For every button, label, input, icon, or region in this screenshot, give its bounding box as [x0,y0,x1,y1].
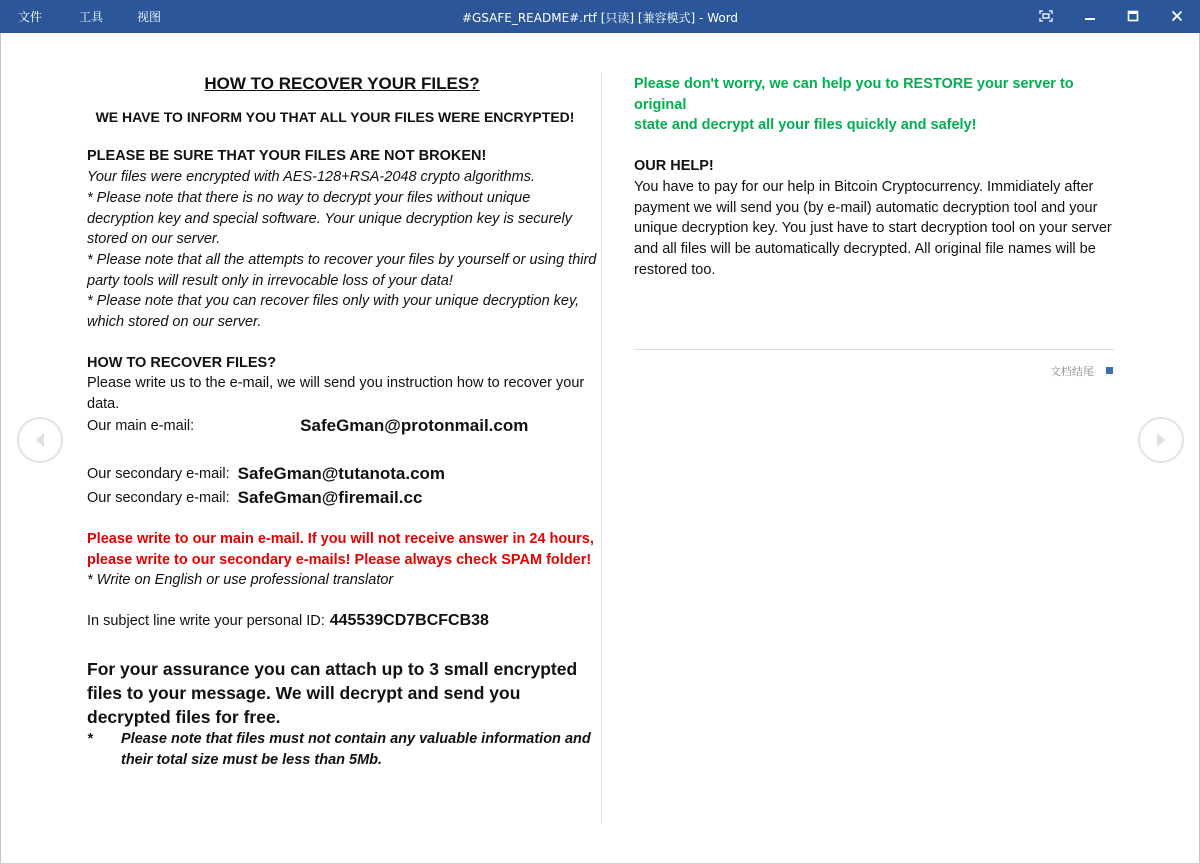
personal-id-label: In subject line write your personal ID: [87,612,325,629]
personal-id-line [87,611,597,635]
secondary-email-line-2 [87,487,597,511]
minimize-icon [1084,10,1096,22]
section-title-recover: HOW TO RECOVER FILES? [87,354,277,371]
end-separator [634,349,1114,350]
chevron-left-icon [33,432,47,448]
page-right-column [634,74,1124,280]
secondary-email-value-2: SafeGman@firemail.cc [237,488,423,508]
reassurance-line-2: state and decrypt all your files quickly and safely! [634,117,977,134]
personal-id-value: 445539CD7BCFCB38 [329,611,489,629]
maximize-button[interactable] [1121,5,1145,27]
reassurance-line-1: Please don't worry, we can help you to RESTORE your server to original [634,76,1074,113]
warning-text: Please write to our main e-mail. If you will not receive answer in 24 hours, please write to our secondary e-mails! Please always check SPAM folder! [87,530,594,568]
menu-tools[interactable]: 工具 [79,10,104,24]
assurance-text: For your assurance you can attach up to 3 small encrypted files to your message. We will decrypt and send you decrypted files for free. [87,658,578,727]
page-left-column [87,74,597,770]
column-divider [601,72,602,824]
secondary-email-value-1: SafeGman@tutanota.com [237,464,446,484]
close-button[interactable] [1165,5,1189,27]
minimize-button[interactable] [1078,5,1102,27]
paragraph-algorithms: Your files were encrypted with AES-128+RSA-2048 crypto algorithms. [87,169,535,186]
title-bar [0,0,1200,33]
help-text: You have to pay for our help in Bitcoin Cryptocurrency. Immidiately after payment we will send you (by e-mail) automatic decryption tool and your unique decryption key. You just have to start decryption tool on your server and all files will be automatically decrypted. All original file names will be restored too. [634,178,1112,278]
section-title-broken: PLEASE BE SURE THAT YOUR FILES ARE NOT BROKEN! [87,148,487,165]
end-marker-icon [1106,367,1113,374]
previous-page-button[interactable] [17,417,63,463]
secondary-email-label-2: Our secondary e-mail: [87,490,230,507]
secondary-email-line-1 [87,463,597,487]
help-title: OUR HELP! [634,158,714,175]
next-page-button[interactable] [1138,417,1184,463]
doc-subheading: WE HAVE TO INFORM YOU THAT ALL YOUR FILES WERE ENCRYPTED! [95,108,575,125]
size-note-bullet: * [87,730,93,747]
menu-view[interactable]: 视图 [137,10,162,24]
window-frame-left [0,33,1,864]
focus-mode-button[interactable] [1034,5,1058,27]
focus-mode-icon [1039,10,1053,22]
paragraph-note-key: * Please note that there is no way to decrypt your files without unique decryption key and special software. Your unique decryption key is securely stored on our server. [87,189,572,248]
paragraph-note-loss: * Please note that all the attempts to recover your files by yourself or using third party tools will result only in irrevocable loss of your data! [87,251,597,289]
main-email-line [87,415,597,439]
translator-note: * Write on English or use professional translator [87,572,394,589]
maximize-icon [1127,10,1139,22]
secondary-email-label-1: Our secondary e-mail: [87,466,230,483]
chevron-right-icon [1154,432,1168,448]
close-icon [1171,10,1183,22]
end-of-document-label: 文档结尾 [1050,365,1094,378]
size-note [87,729,597,770]
paragraph-instruction: Please write us to the e-mail, we will send you instruction how to recover your data. [87,375,585,413]
doc-heading: HOW TO RECOVER YOUR FILES? [204,74,480,93]
main-email-label: Our main e-mail: [87,418,195,435]
main-email-value: SafeGman@protonmail.com [300,416,529,436]
size-note-text: Please note that files must not contain any valuable information and their total size must be less than 5Mb. [121,730,591,768]
menu-file[interactable]: 文件 [18,10,43,24]
paragraph-note-server: * Please note that you can recover files only with your unique decryption key, which stored on our server. [87,293,580,331]
window-title: #GSAFE_README#.rtf [只读] [兼容模式] - Word [461,11,739,25]
